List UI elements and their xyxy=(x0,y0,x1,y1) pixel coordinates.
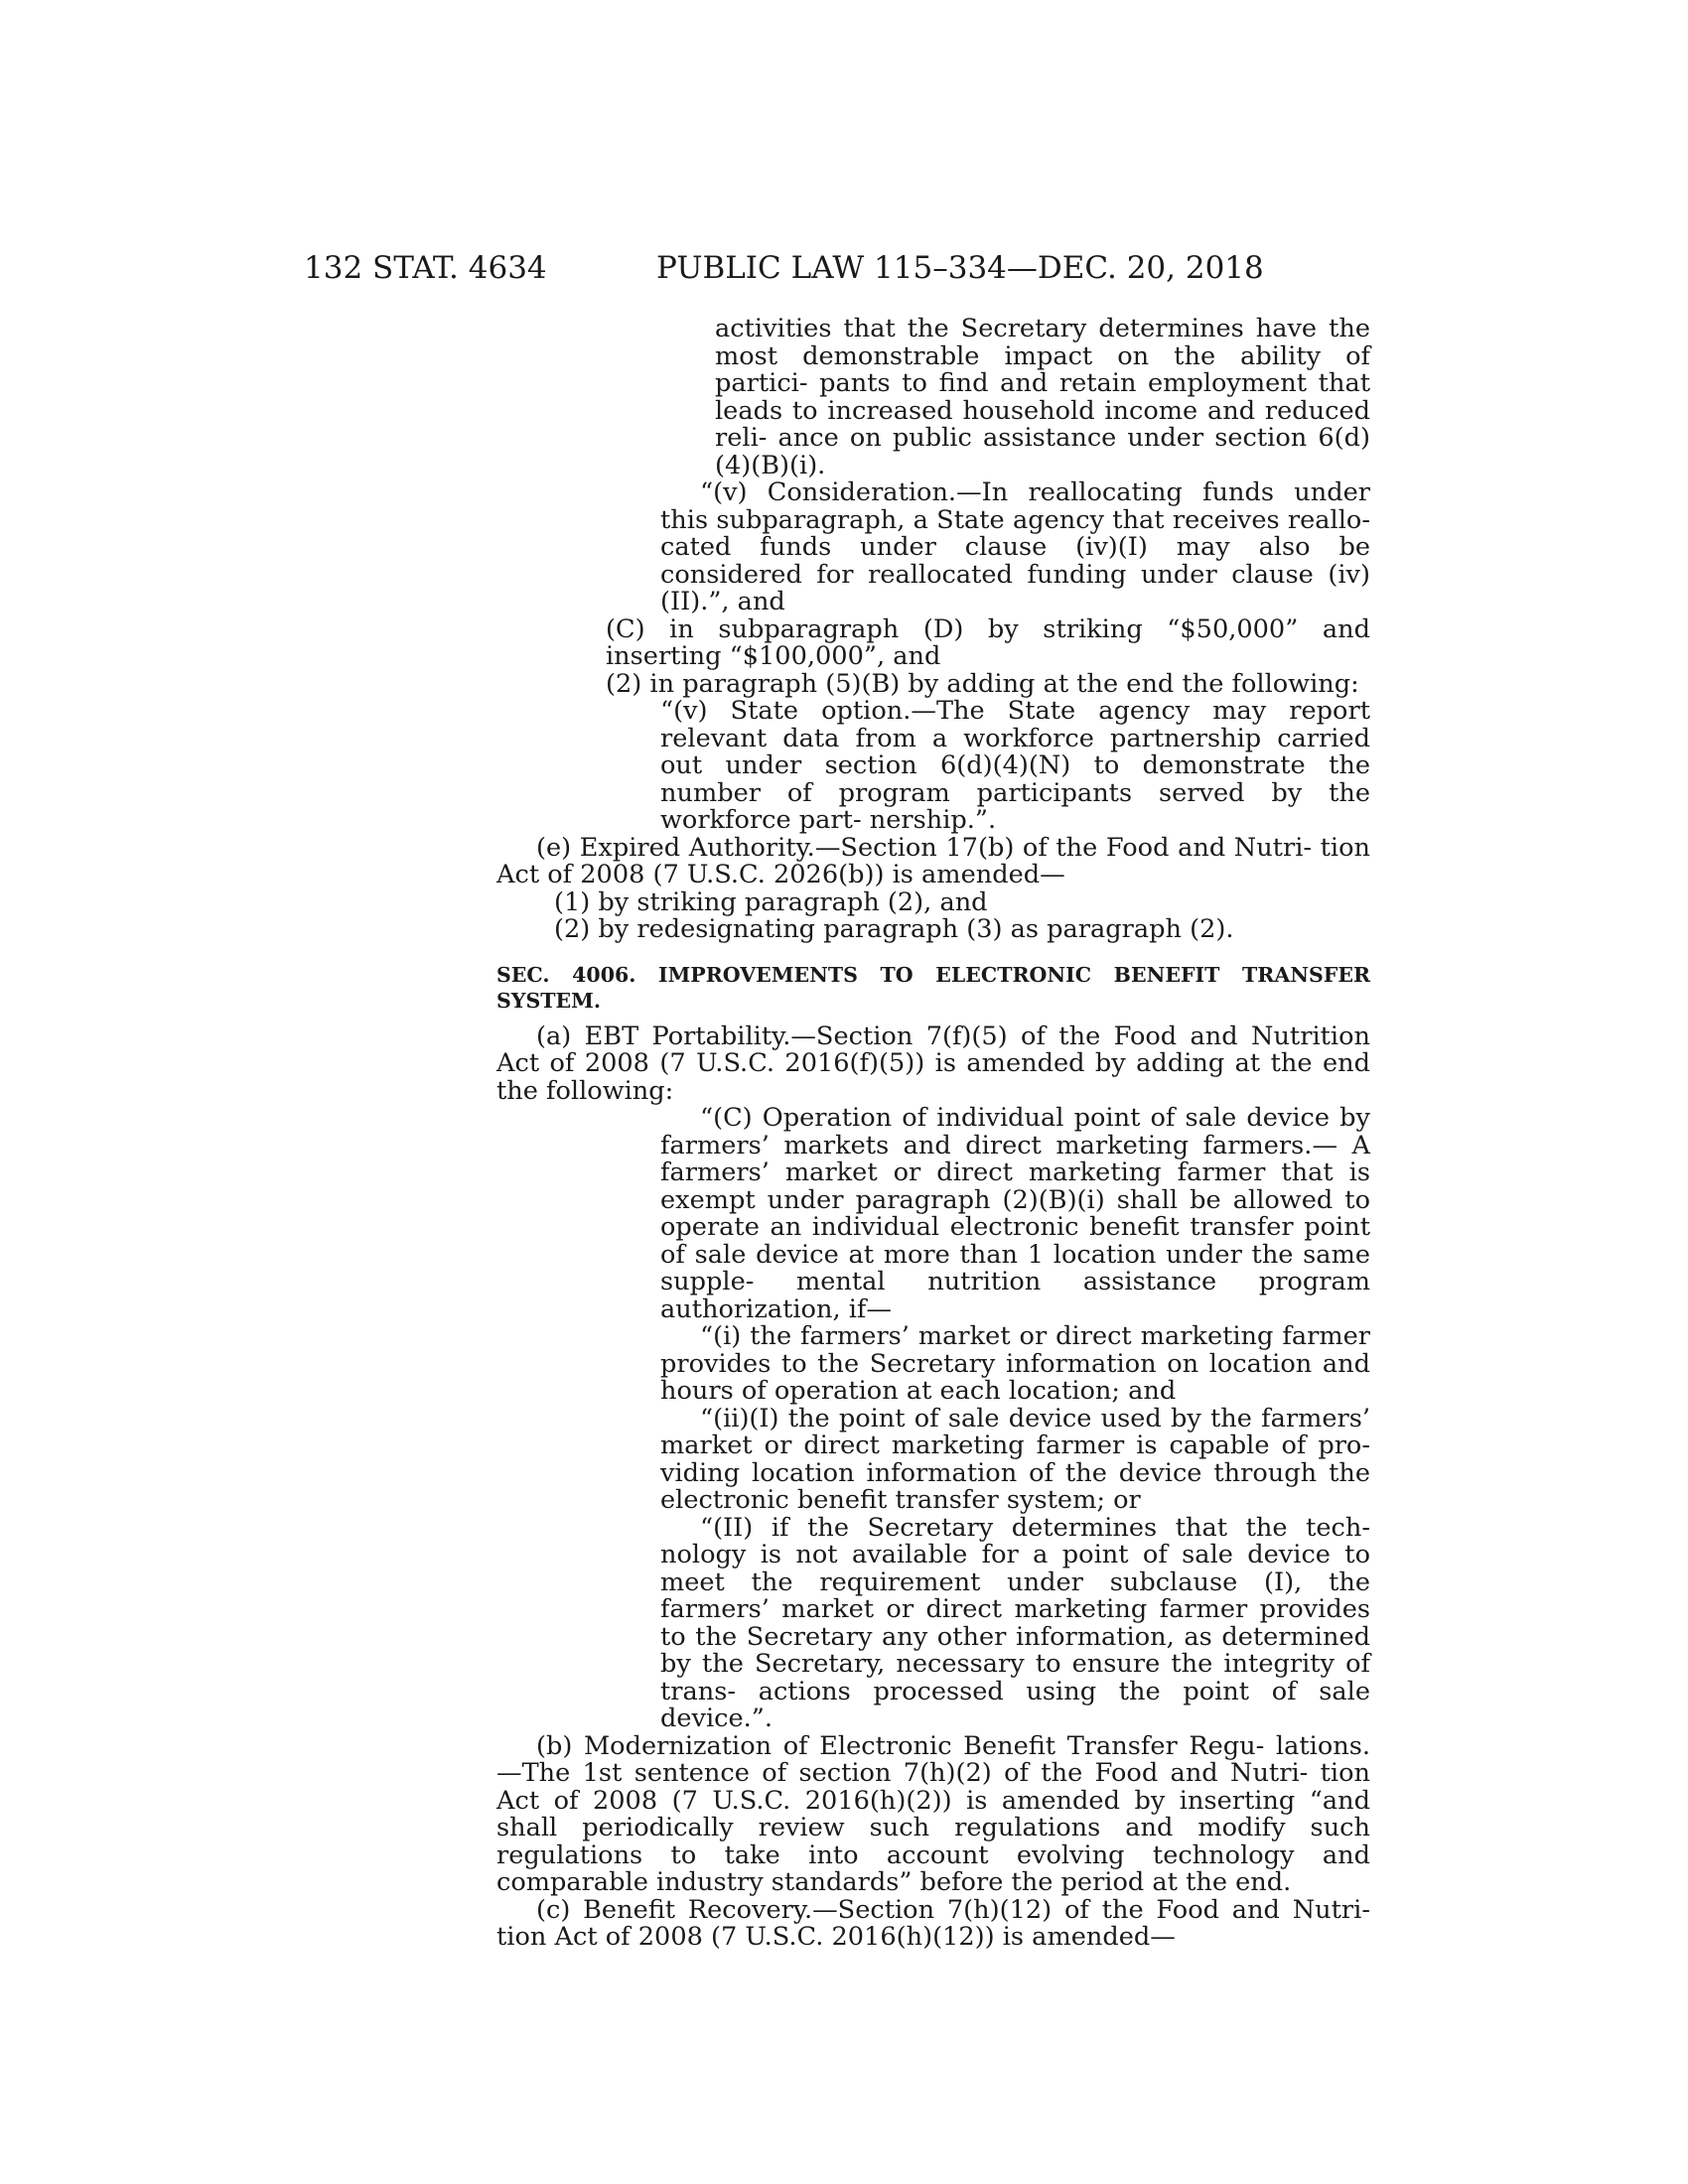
paragraph-2: (2) in paragraph (5)(B) by adding at the end the following: xyxy=(606,668,1359,699)
paragraph-subclause-ii: “(II) if the Secretary determines that the tech- nology is not available for a point of sale device to meet the requirement under subclause (I), the farmers’ market or direct marketing farmer provides to the Secretary any other information, as determined by the Secretary, necessary to ensure the integrity of trans- actions processed using the point of sale device.”. xyxy=(660,1512,1370,1733)
paragraph-consideration: “(v) Consideration.—In reallocating funds under this subparagraph, a State agency that receives reallo- cated funds under clause (iv)(I) may also be considered for reallocated funding under clause (iv)(II).”, and xyxy=(660,478,1370,616)
document-body xyxy=(496,316,1370,1952)
page-header xyxy=(304,248,1358,288)
paragraph-state-option: “(v) State option.—The State agency may report relevant data from a workforce partnership carried out under section 6(d)(4)(N) to demonstrate the number of program participants served by the workforce part- nership.”. xyxy=(660,696,1370,835)
paragraph-clause-i: “(i) the farmers’ market or direct marketing farmer provides to the Secretary information on location and hours of operation at each location; and xyxy=(660,1321,1370,1406)
paragraph-activities: activities that the Secretary determines have the most demonstrable impact on the ability of partici- pants to find and retain employment that leads to increased household income and reduced reli- ance on public assistance under section 6(d)(4)(B)(i). xyxy=(715,314,1370,480)
public-law-title: PUBLIC LAW 115–334—DEC. 20, 2018 xyxy=(656,250,1264,286)
paragraph-modernization: (b) Modernization of Electronic Benefit Transfer Regu- lations.—The 1st sentence of section 7(h)(2) of the Food and Nutri- tion Act of 2008 (7 U.S.C. 2016(h)(2)) is amended by inserting “and shall periodically review such regulations and modify such regulations to take into account evolving technology and comparable industry standards” before the period at the end. xyxy=(496,1730,1370,1897)
paragraph-clause-ii: “(ii)(I) the point of sale device used by the farmers’ market or direct marketing farmer is capable of pro- viding location information of the device through the electronic benefit transfer system; or xyxy=(660,1403,1370,1515)
paragraph-operation-pos: “(C) Operation of individual point of sale device by farmers’ markets and direct marketing farmers.— A farmers’ market or direct marketing farmer that is exempt under paragraph (2)(B)(i) shall be allowed to operate an individual electronic benefit transfer point of sale device at more than 1 location under the same supple- mental nutrition assistance program authorization, if— xyxy=(660,1103,1370,1324)
paragraph-benefit-recovery: (c) Benefit Recovery.—Section 7(h)(12) of the Food and Nutri- tion Act of 2008 (7 U.S.C. 2016(h)(12)) is amended— xyxy=(496,1894,1370,1952)
paragraph-subparagraph-c: (C) in subparagraph (D) by striking “$50,000” and inserting “$100,000”, and xyxy=(606,614,1370,671)
paragraph-ebt-portability: (a) EBT Portability.—Section 7(f)(5) of the Food and Nutrition Act of 2008 (7 U.S.C. 2016(f)(5)) is amended by adding at the end the following: xyxy=(496,1021,1370,1106)
section-heading: SEC. 4006. IMPROVEMENTS TO ELECTRONIC BENEFIT TRANSFER SYSTEM. xyxy=(496,962,1370,1013)
paragraph-striking: (1) by striking paragraph (2), and xyxy=(554,887,988,917)
statute-page-number: 132 STAT. 4634 xyxy=(304,250,547,286)
paragraph-redesignating: (2) by redesignating paragraph (3) as paragraph (2). xyxy=(554,914,1234,944)
paragraph-expired-authority: (e) Expired Authority.—Section 17(b) of the Food and Nutri- tion Act of 2008 (7 U.S.C. 2026(b)) is amended— xyxy=(496,832,1370,889)
